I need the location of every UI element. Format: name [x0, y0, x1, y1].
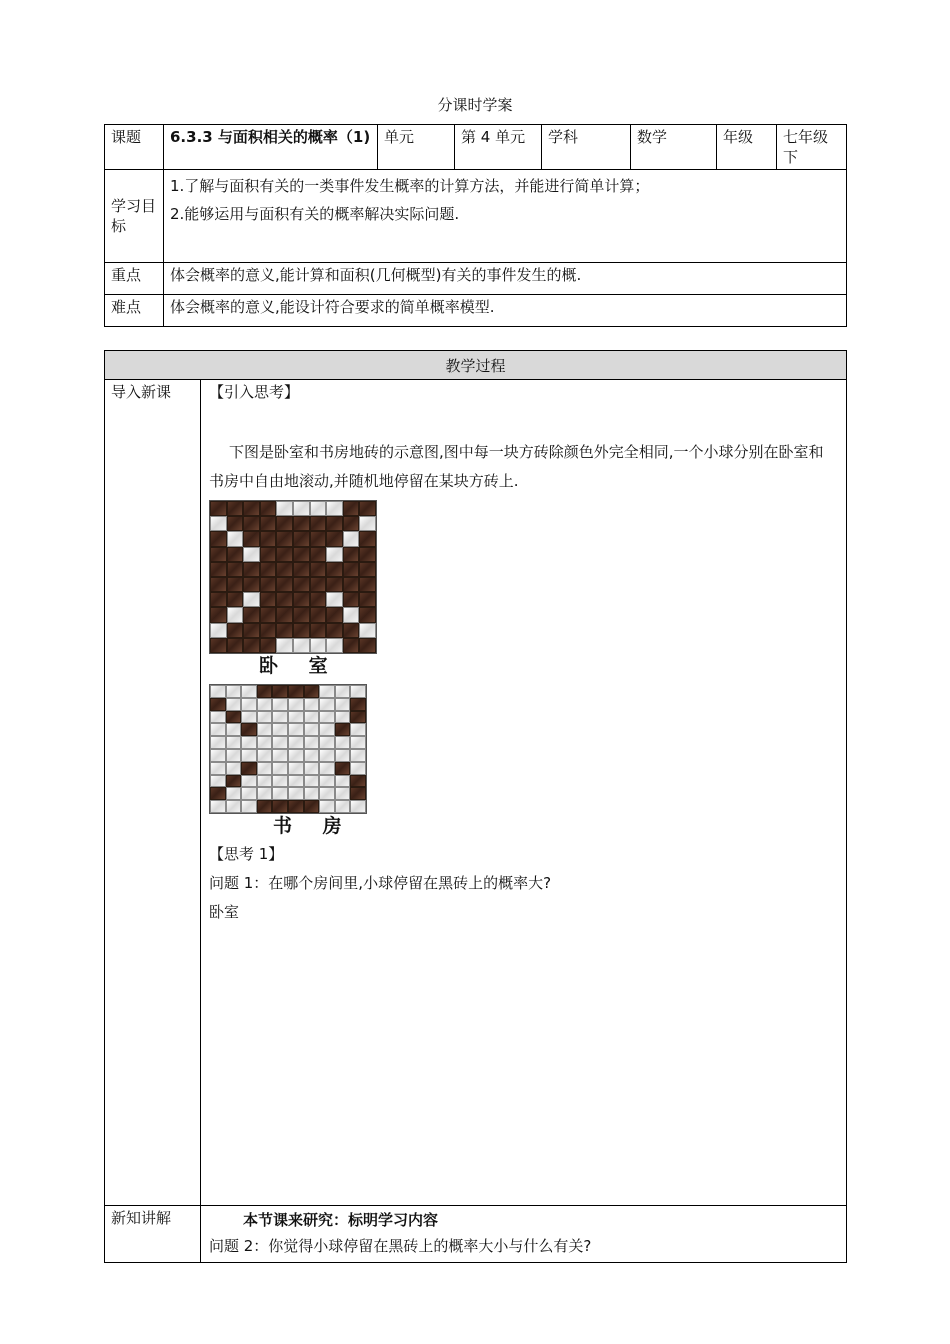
question-2: 问题 2：你觉得小球停留在黑砖上的概率大小与什么有关? [209, 1237, 592, 1255]
dark-tile [350, 698, 366, 711]
dark-tile [359, 562, 376, 577]
light-tile [257, 787, 273, 800]
dark-tile [288, 800, 304, 813]
dark-tile [272, 800, 288, 813]
dark-tile [335, 762, 351, 775]
light-tile [319, 736, 335, 749]
light-tile [319, 762, 335, 775]
light-tile [241, 800, 257, 813]
dark-tile [359, 577, 376, 592]
light-tile [241, 711, 257, 724]
process-title: 教学过程 [105, 351, 847, 380]
new-knowledge-heading: 本节课来研究：标明学习内容 [243, 1211, 439, 1229]
dark-tile [310, 607, 327, 622]
dark-tile [343, 516, 360, 531]
dark-tile [288, 685, 304, 698]
light-tile [359, 623, 376, 638]
dark-tile [310, 592, 327, 607]
light-tile [257, 749, 273, 762]
light-tile [288, 762, 304, 775]
dark-tile [241, 723, 257, 736]
light-tile [241, 685, 257, 698]
dark-tile [226, 775, 242, 788]
light-tile [335, 736, 351, 749]
dark-tile [343, 501, 360, 516]
dark-tile [293, 607, 310, 622]
light-tile [335, 787, 351, 800]
subject-value: 数学 [631, 125, 717, 170]
dark-tile [326, 562, 343, 577]
light-tile [343, 531, 360, 546]
light-tile [226, 736, 242, 749]
dark-tile [350, 711, 366, 724]
dark-tile [326, 577, 343, 592]
dark-tile [293, 623, 310, 638]
dark-tile [343, 592, 360, 607]
dark-tile [257, 800, 273, 813]
dark-tile [210, 787, 226, 800]
light-tile [210, 736, 226, 749]
dark-tile [359, 547, 376, 562]
light-tile [272, 736, 288, 749]
dark-tile [210, 562, 227, 577]
dark-tile [243, 531, 260, 546]
goal-item: 2.能够运用与面积有关的概率解决实际问题. [170, 205, 460, 223]
dark-tile [227, 516, 244, 531]
dark-tile [260, 516, 277, 531]
light-tile [226, 762, 242, 775]
dark-tile [257, 685, 273, 698]
light-tile [241, 749, 257, 762]
dark-tile [293, 547, 310, 562]
light-tile [210, 762, 226, 775]
dark-tile [260, 547, 277, 562]
dark-tile [359, 501, 376, 516]
dark-tile [293, 577, 310, 592]
difficulty-label: 难点 [105, 295, 164, 327]
dark-tile [350, 787, 366, 800]
light-tile [257, 698, 273, 711]
light-tile [335, 775, 351, 788]
light-tile [288, 736, 304, 749]
light-tile [227, 607, 244, 622]
dark-tile [343, 623, 360, 638]
dark-tile [260, 562, 277, 577]
light-tile [335, 749, 351, 762]
intro-heading: 【引入思考】 [209, 383, 300, 401]
light-tile [210, 623, 227, 638]
light-tile [288, 723, 304, 736]
bedroom-figure [209, 500, 838, 676]
dark-tile [227, 577, 244, 592]
light-tile [210, 800, 226, 813]
dark-tile [335, 723, 351, 736]
light-tile [326, 592, 343, 607]
study-tile-grid [209, 684, 367, 814]
light-tile [276, 638, 293, 653]
light-tile [304, 698, 320, 711]
light-tile [335, 698, 351, 711]
unit-value: 第 4 单元 [455, 125, 542, 170]
light-tile [272, 762, 288, 775]
goal-item: 1.了解与面积有关的一类事件发生概率的计算方法，并能进行简单计算； [170, 177, 650, 195]
light-tile [288, 749, 304, 762]
light-tile [288, 698, 304, 711]
dark-tile [210, 577, 227, 592]
light-tile [272, 749, 288, 762]
goals-label: 学习目标 [105, 170, 164, 263]
light-tile [319, 698, 335, 711]
dark-tile [326, 623, 343, 638]
dark-tile [241, 762, 257, 775]
dark-tile [210, 607, 227, 622]
dark-tile [359, 607, 376, 622]
intro-label: 导入新课 [105, 380, 201, 1206]
dark-tile [260, 531, 277, 546]
dark-tile [243, 577, 260, 592]
light-tile [343, 607, 360, 622]
dark-tile [350, 775, 366, 788]
dark-tile [276, 592, 293, 607]
light-tile [227, 531, 244, 546]
dark-tile [276, 577, 293, 592]
dark-tile [243, 607, 260, 622]
light-tile [257, 736, 273, 749]
dark-tile [304, 685, 320, 698]
light-tile [241, 736, 257, 749]
light-tile [304, 711, 320, 724]
dark-tile [326, 516, 343, 531]
dark-tile [276, 531, 293, 546]
dark-tile [260, 607, 277, 622]
grade-label: 年级 [717, 125, 777, 170]
dark-tile [276, 562, 293, 577]
dark-tile [343, 638, 360, 653]
light-tile [319, 749, 335, 762]
light-tile [319, 723, 335, 736]
light-tile [226, 787, 242, 800]
topic-label: 课题 [105, 125, 164, 170]
light-tile [359, 516, 376, 531]
dark-tile [227, 623, 244, 638]
dark-tile [243, 623, 260, 638]
light-tile [350, 723, 366, 736]
light-tile [241, 775, 257, 788]
dark-tile [210, 638, 227, 653]
dark-tile [310, 562, 327, 577]
dark-tile [227, 638, 244, 653]
light-tile [257, 775, 273, 788]
light-tile [335, 711, 351, 724]
subject-label: 学科 [542, 125, 631, 170]
light-tile [210, 685, 226, 698]
light-tile [304, 787, 320, 800]
bedroom-tile-grid [209, 500, 377, 654]
light-tile [272, 698, 288, 711]
dark-tile [260, 501, 277, 516]
light-tile [350, 685, 366, 698]
dark-tile [359, 592, 376, 607]
dark-tile [326, 531, 343, 546]
question-1: 问题 1：在哪个房间里,小球停留在黑砖上的概率大? [209, 874, 552, 892]
grade-value: 七年级下 [777, 125, 847, 170]
light-tile [304, 775, 320, 788]
light-tile [257, 723, 273, 736]
light-tile [350, 762, 366, 775]
dark-tile [343, 562, 360, 577]
teaching-process-table [104, 350, 847, 1263]
dark-tile [276, 547, 293, 562]
light-tile [210, 711, 226, 724]
study-figure [209, 684, 838, 836]
unit-label: 单元 [378, 125, 455, 170]
dark-tile [227, 562, 244, 577]
light-tile [241, 698, 257, 711]
light-tile [326, 547, 343, 562]
light-tile [326, 501, 343, 516]
difficulty-text: 体会概率的意义,能设计符合要求的简单概率模型. [164, 295, 847, 327]
intro-text: 下图是卧室和书房地砖的示意图,图中每一块方砖除颜色外完全相同,一个小球分别在卧室和书房中自由地滚动,并随机地停留在某块方砖上. [209, 443, 824, 490]
bedroom-label: 卧 室 [259, 655, 340, 677]
light-tile [293, 638, 310, 653]
light-tile [350, 800, 366, 813]
dark-tile [243, 562, 260, 577]
topic-value: 6.3.3 与面积相关的概率（1) [164, 125, 378, 170]
key-point-text: 体会概率的意义,能计算和面积(几何概型)有关的事件发生的概. [164, 263, 847, 295]
light-tile [226, 698, 242, 711]
dark-tile [359, 638, 376, 653]
light-tile [276, 501, 293, 516]
dark-tile [260, 638, 277, 653]
dark-tile [243, 638, 260, 653]
light-tile [304, 723, 320, 736]
lesson-info-table [104, 124, 847, 327]
light-tile [272, 723, 288, 736]
light-tile [272, 711, 288, 724]
light-tile [226, 723, 242, 736]
light-tile [272, 775, 288, 788]
dark-tile [359, 531, 376, 546]
dark-tile [210, 547, 227, 562]
intro-content [201, 380, 847, 1206]
light-tile [350, 749, 366, 762]
dark-tile [310, 531, 327, 546]
light-tile [304, 736, 320, 749]
light-tile [310, 501, 327, 516]
light-tile [257, 762, 273, 775]
dark-tile [310, 516, 327, 531]
dark-tile [210, 501, 227, 516]
dark-tile [260, 592, 277, 607]
dark-tile [210, 592, 227, 607]
dark-tile [226, 711, 242, 724]
dark-tile [293, 531, 310, 546]
dark-tile [227, 547, 244, 562]
light-tile [304, 762, 320, 775]
light-tile [226, 800, 242, 813]
dark-tile [260, 623, 277, 638]
key-point-label: 重点 [105, 263, 164, 295]
dark-tile [272, 685, 288, 698]
dark-tile [210, 698, 226, 711]
dark-tile [343, 577, 360, 592]
dark-tile [243, 501, 260, 516]
study-label: 书 房 [273, 815, 354, 837]
dark-tile [260, 577, 277, 592]
light-tile [210, 775, 226, 788]
light-tile [226, 749, 242, 762]
dark-tile [227, 501, 244, 516]
new-knowledge-label: 新知讲解 [105, 1206, 201, 1263]
light-tile [350, 736, 366, 749]
dark-tile [210, 531, 227, 546]
light-tile [210, 723, 226, 736]
light-tile [210, 749, 226, 762]
dark-tile [227, 592, 244, 607]
light-tile [326, 638, 343, 653]
light-tile [310, 638, 327, 653]
light-tile [335, 685, 351, 698]
light-tile [304, 749, 320, 762]
dark-tile [326, 607, 343, 622]
light-tile [319, 711, 335, 724]
light-tile [293, 501, 310, 516]
dark-tile [276, 623, 293, 638]
dark-tile [310, 577, 327, 592]
dark-tile [276, 516, 293, 531]
light-tile [288, 775, 304, 788]
light-tile [288, 787, 304, 800]
light-tile [243, 592, 260, 607]
light-tile [335, 800, 351, 813]
dark-tile [343, 547, 360, 562]
light-tile [319, 775, 335, 788]
light-tile [319, 800, 335, 813]
new-knowledge-content [201, 1206, 847, 1263]
light-tile [243, 547, 260, 562]
light-tile [319, 787, 335, 800]
light-tile [241, 787, 257, 800]
dark-tile [293, 516, 310, 531]
light-tile [226, 685, 242, 698]
light-tile [272, 787, 288, 800]
think-heading: 【思考 1】 [209, 845, 284, 863]
light-tile [288, 711, 304, 724]
document-title: 分课时学案 [437, 96, 513, 114]
dark-tile [243, 516, 260, 531]
dark-tile [293, 592, 310, 607]
dark-tile [293, 562, 310, 577]
goals-content [164, 170, 847, 263]
dark-tile [304, 800, 320, 813]
answer-1: 卧室 [209, 903, 240, 921]
dark-tile [276, 607, 293, 622]
dark-tile [310, 547, 327, 562]
light-tile [257, 711, 273, 724]
dark-tile [310, 623, 327, 638]
light-tile [319, 685, 335, 698]
light-tile [210, 516, 227, 531]
